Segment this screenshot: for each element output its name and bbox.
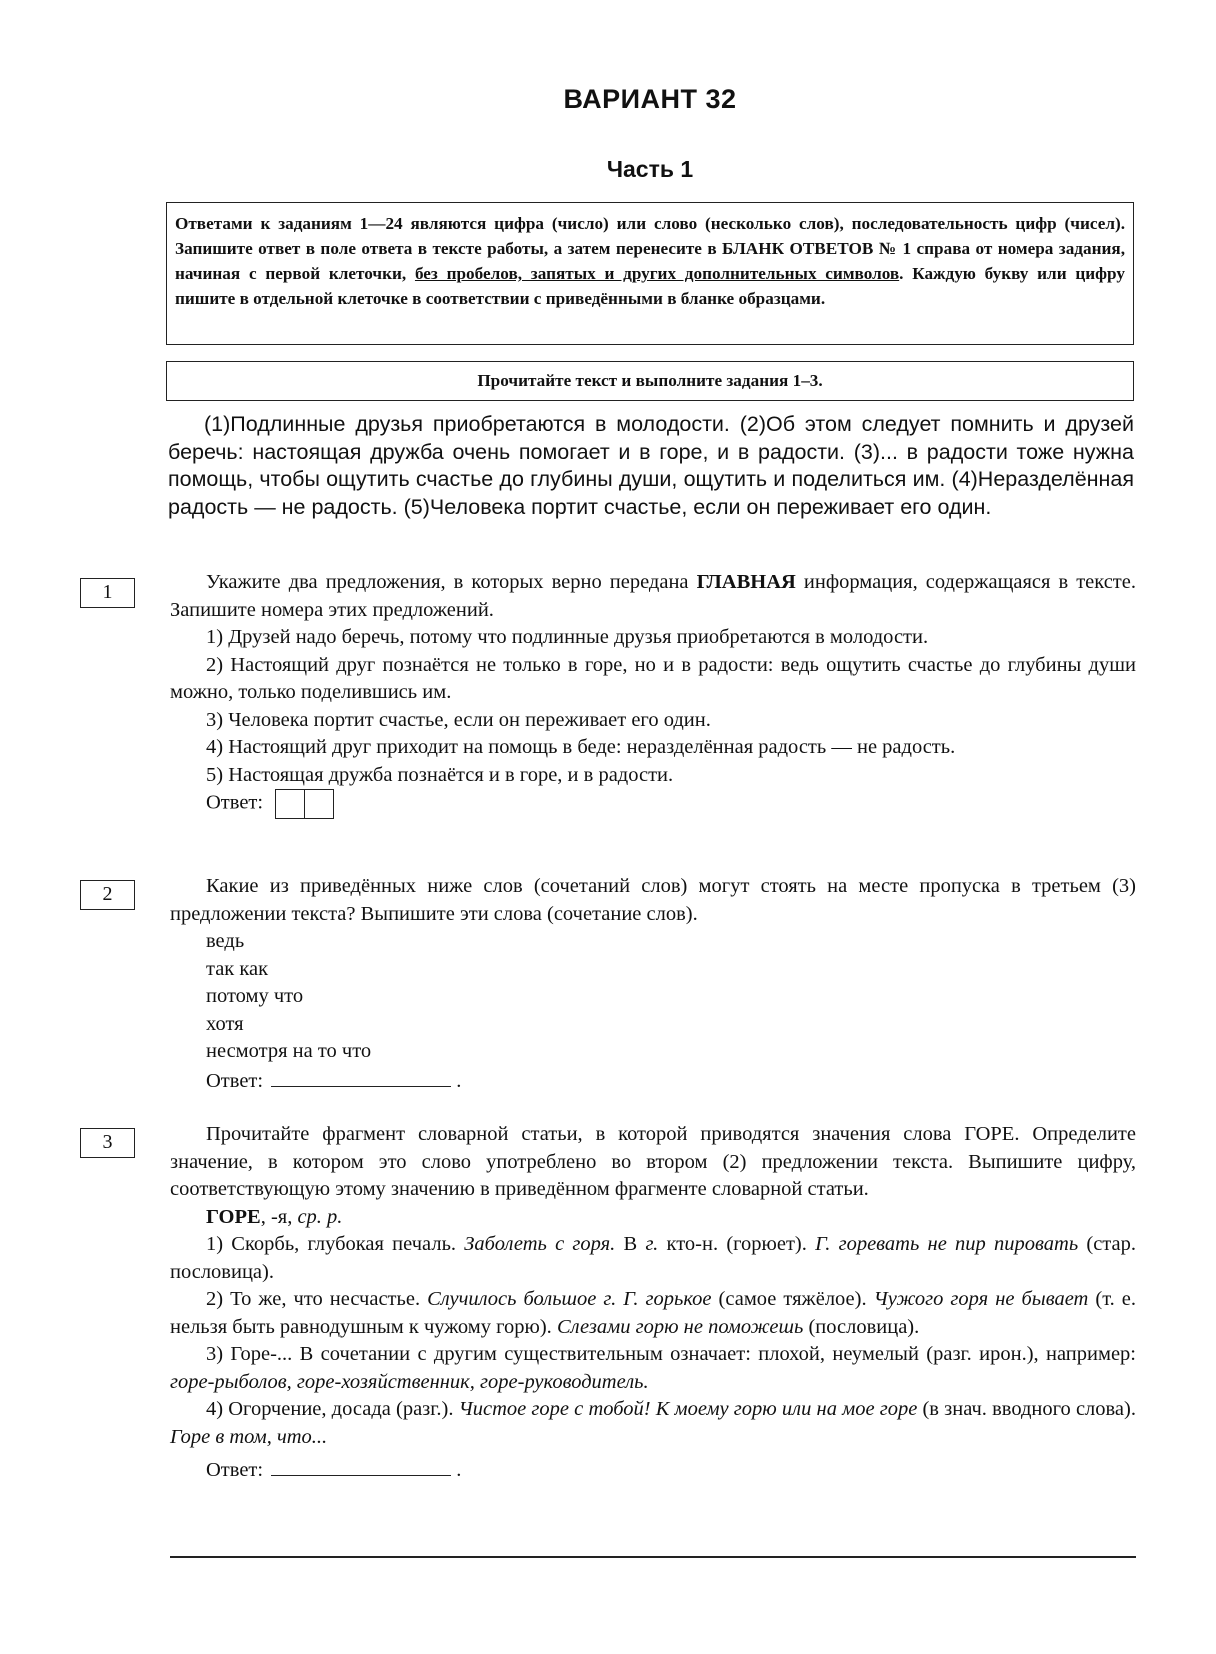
meaning-text: кто-н. (горюет). <box>658 1233 816 1255</box>
task-1-option: 2) Настоящий друг познаётся не только в горе, но и в радости: ведь ощутить счастье до глубины души можно, только поделившись им. <box>170 653 1136 703</box>
meaning-text: (т. е. нельзя быть равнодушным к чужому горю). <box>170 1288 1136 1338</box>
answer-end: . <box>456 1069 462 1092</box>
meaning-example: Г. горевать не пир пировать <box>815 1233 1079 1255</box>
task-2 <box>170 873 1136 1095</box>
answer-label: Ответ: <box>206 1069 264 1092</box>
bottom-rule <box>170 1556 1136 1558</box>
task-2-word: хотя <box>206 1012 244 1035</box>
answer-end: . <box>456 1459 462 1481</box>
dictionary-gram-italic: ср. р. <box>297 1205 343 1228</box>
answer-line[interactable] <box>271 1072 451 1087</box>
task-1-question <box>170 569 1136 624</box>
answer-cell[interactable] <box>304 789 334 819</box>
answer-line[interactable] <box>271 1461 451 1476</box>
meaning-example: г. <box>645 1233 659 1255</box>
task-2-word: ведь <box>206 930 245 952</box>
meaning-example: горе-рыболов, горе-хозяйственник, горе-руководитель. <box>170 1370 649 1393</box>
meaning-example: Заболеть с горя. <box>464 1233 616 1255</box>
dictionary-headword-line <box>170 1204 1136 1232</box>
task-number-2: 2 <box>80 880 135 910</box>
task-number-1: 1 <box>80 578 135 608</box>
task-number-3: 3 <box>80 1128 135 1158</box>
meaning-example: Чужого горя не бывает <box>873 1288 1089 1310</box>
instructions-box <box>166 202 1134 345</box>
meaning-example: Чистое горе с тобой! К моему горю или на мое горе <box>458 1398 918 1420</box>
meaning-text: 3) Горе-... В сочетании с другим существительным означает: плохой, неумелый (разг. ирон.), например: <box>206 1343 1136 1365</box>
dictionary-meaning-2 <box>170 1286 1136 1341</box>
task-2-word: несмотря на то что <box>206 1040 372 1062</box>
task-3 <box>170 1121 1136 1485</box>
task-1-option: 1) Друзей надо беречь, потому что подлинные друзья приобретаются в молодости. <box>206 626 929 648</box>
meaning-text: 1) Скорбь, глубокая печаль. <box>206 1233 465 1255</box>
meaning-example: Горе в том, что... <box>170 1425 328 1448</box>
task-2-answer <box>170 1068 1136 1096</box>
task-1-answer <box>170 789 1136 819</box>
task-1-option: 5) Настоящая дружба познаётся и в горе, и в радости. <box>206 763 674 786</box>
meaning-example: Случилось большое г. Г. горькое <box>427 1288 712 1310</box>
task-1-option: 3) Человека портит счастье, если он переживает его один. <box>206 708 711 731</box>
variant-title: ВАРИАНТ 32 <box>563 84 737 114</box>
task-1-question-bold: ГЛАВНАЯ <box>696 571 796 593</box>
instructions-text-1: Ответами к заданиям 1—24 являются цифра (число) или слово (несколько слов), последовательность цифр (чисел). Запишите ответ в поле ответа в тексте работы, а затем перенесите в БЛАНК ОТВЕТОВ № 1 справа от номера задания, начиная с первой клеточки, <box>175 214 1125 283</box>
meaning-text: (стар. пословица). <box>170 1233 1136 1283</box>
meaning-example: Слезами горю не поможешь <box>556 1315 804 1338</box>
instructions-underlined: без пробелов, запятых и других дополнительных символов <box>414 264 900 283</box>
part-title: Часть 1 <box>606 156 694 182</box>
dictionary-headword: ГОРЕ <box>206 1205 261 1228</box>
answer-label: Ответ: <box>206 791 264 814</box>
meaning-text: (самое тяжёлое). <box>711 1288 874 1310</box>
task-1 <box>170 569 1136 819</box>
dictionary-gram: , -я, <box>260 1205 298 1228</box>
task-2-word: потому что <box>206 985 304 1007</box>
dictionary-meaning-4 <box>170 1396 1136 1451</box>
instructions-text-2: . Каждую букву или цифру пишите в отдельной клеточке в соответствии с приведёнными в бланке образцами. <box>175 264 1125 308</box>
task-3-question: Прочитайте фрагмент словарной статьи, в которой приводятся значения слова ГОРЕ. Определите значение, в котором это слово употреблено во втором (2) предложении текста. Выпишите цифру, соответствующую этому значению в приведённом фрагменте словарной статьи. <box>170 1123 1136 1200</box>
task-1-option: 4) Настоящий друг приходит на помощь в беде: неразделённая радость — не радость. <box>206 736 956 758</box>
meaning-text: (в знач. вводного слова). <box>917 1398 1136 1420</box>
dictionary-meaning-1 <box>170 1231 1136 1286</box>
task-1-question-start: Укажите два предложения, в которых верно передана <box>206 571 697 593</box>
read-prompt-box: Прочитайте текст и выполните задания 1–3. <box>166 361 1134 401</box>
dictionary-meaning-3 <box>170 1341 1136 1396</box>
passage-text: (1)Подлинные друзья приобретаются в молодости. (2)Об этом следует помнить и друзей беречь: настоящая дружба очень помогает и в горе, и в радости. (3)... в радости тоже нужна помощь, чтобы ощутить счастье до глубины души, ощутить и поделиться им. (4)Неразделённая радость — не радость. (5)Человека портит счастье, если он переживает его один. <box>168 412 1134 519</box>
task-2-word: так как <box>206 957 269 980</box>
task-3-answer <box>170 1457 1136 1485</box>
meaning-text: 2) То же, что несчастье. <box>206 1288 428 1310</box>
answer-label: Ответ: <box>206 1459 264 1481</box>
meaning-text: В <box>615 1233 646 1255</box>
meaning-text: (пословица). <box>803 1315 920 1338</box>
task-2-question: Какие из приведённых ниже слов (сочетаний слов) могут стоять на месте пропуска в третьем (3) предложении текста? Выпишите эти слова (сочетание слов). <box>170 875 1136 925</box>
meaning-text: 4) Огорчение, досада (разг.). <box>206 1398 459 1420</box>
task-1-question-end: информация, содержащаяся в тексте. Запишите номера этих предложений. <box>170 571 1136 621</box>
answer-cell[interactable] <box>275 789 305 819</box>
